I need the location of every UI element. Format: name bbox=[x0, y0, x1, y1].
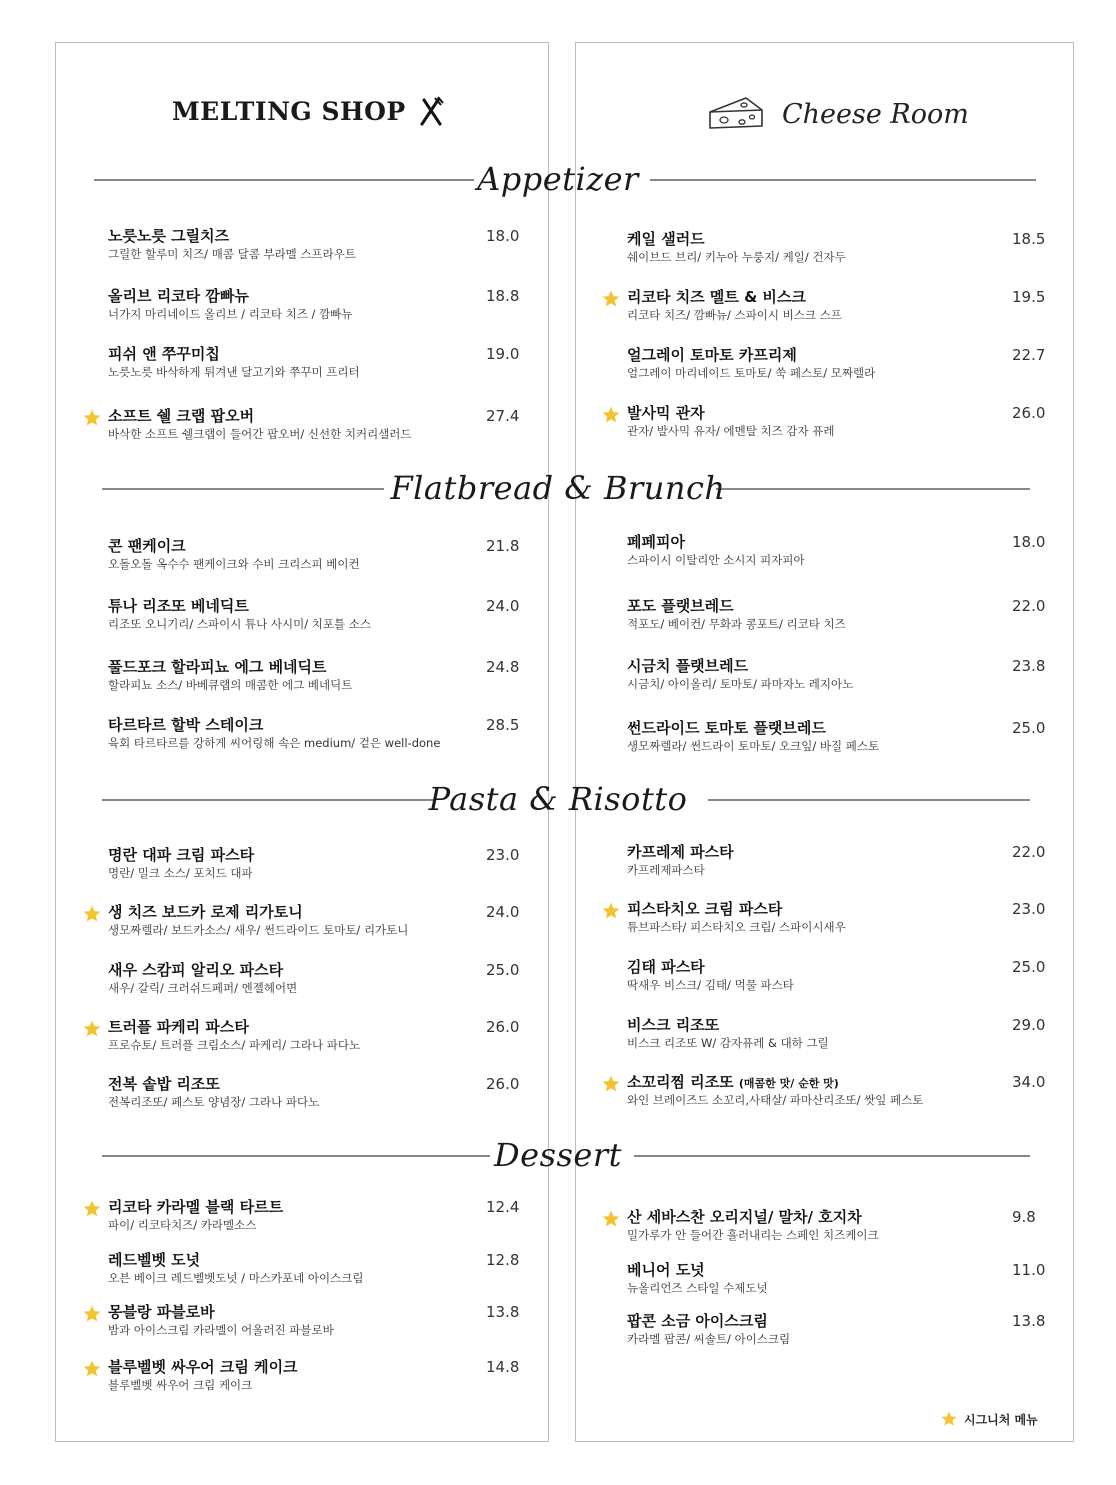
menu-item bbox=[108, 960, 520, 1004]
menu-item-name: 시금치 플랫브레드 bbox=[627, 657, 749, 675]
menu-item-desc: 육회 타르타르를 강하게 씨어링해 속은 medium/ 겉은 well-done bbox=[108, 736, 441, 750]
menu-item-desc: 프로슈토/ 트러플 크림소스/ 파케리/ 그라나 파다노 bbox=[108, 1038, 361, 1052]
menu-item bbox=[627, 287, 1046, 331]
menu-item bbox=[108, 1302, 520, 1346]
menu-item-desc: 시금치/ 아이올리/ 토마토/ 파마자노 레지아노 bbox=[627, 677, 854, 691]
menu-item-price: 26.0 bbox=[1012, 404, 1046, 422]
menu-item-name: 피스타치오 크림 파스타 bbox=[627, 900, 783, 918]
star-icon bbox=[601, 1209, 621, 1229]
menu-item-name: 몽블랑 파블로바 bbox=[108, 1303, 215, 1321]
menu-item-desc: 리코타 치즈/ 깜빠뉴/ 스파이시 비스크 스프 bbox=[627, 308, 842, 322]
fork-knife-icon bbox=[418, 96, 444, 126]
menu-item bbox=[108, 657, 520, 701]
menu-item bbox=[108, 596, 520, 640]
menu-item-price: 22.0 bbox=[1012, 597, 1046, 615]
menu-item-price: 24.0 bbox=[486, 903, 520, 921]
menu-item-name: 피쉬 앤 쭈꾸미칩 bbox=[108, 345, 220, 363]
menu-item bbox=[627, 957, 1046, 1001]
menu-item-name: 리코타 치즈 멜트 & 비스크 bbox=[627, 288, 806, 306]
menu-item-price: 18.5 bbox=[1012, 230, 1046, 248]
menu-item-price: 26.0 bbox=[486, 1018, 520, 1036]
menu-item-name: 썬드라이드 토마토 플랫브레드 bbox=[627, 719, 826, 737]
menu-item bbox=[108, 406, 520, 450]
menu-item-note: (매콤한 맛/ 순한 맛) bbox=[738, 1077, 839, 1090]
menu-item-desc: 관자/ 발사믹 유자/ 에멘탈 치즈 감자 퓨레 bbox=[627, 424, 835, 438]
star-icon bbox=[940, 1410, 958, 1428]
menu-item bbox=[627, 229, 1046, 273]
menu-item-name: 생 치즈 보드카 로제 리가토니 bbox=[108, 903, 303, 921]
star-icon bbox=[82, 1199, 102, 1219]
menu-item-desc: 명란/ 밀크 소스/ 포치드 대파 bbox=[108, 866, 253, 880]
menu-item-desc: 바삭한 소프트 쉘크랩이 들어간 팝오버/ 신선한 치커리샐러드 bbox=[108, 427, 412, 441]
menu-item-name: 레드벨벳 도넛 bbox=[108, 1251, 201, 1269]
section-title-appetizer: Appetizer bbox=[477, 160, 639, 198]
menu-item-price: 11.0 bbox=[1012, 1261, 1046, 1279]
menu-item bbox=[627, 1311, 1046, 1355]
section-header-flatbread bbox=[0, 467, 1116, 511]
menu-item-desc: 카라멜 팝콘/ 씨솔트/ 아이스크림 bbox=[627, 1332, 791, 1346]
menu-item-desc: 오븐 베이크 레드벨벳도넛 / 마스카포네 아이스크림 bbox=[108, 1271, 364, 1285]
menu-item-name: 얼그레이 토마토 카프리제 bbox=[627, 346, 797, 364]
menu-item-name bbox=[627, 1072, 839, 1094]
menu-item bbox=[627, 596, 1046, 640]
menu-item-price: 18.0 bbox=[486, 227, 520, 245]
menu-item-desc: 딱새우 비스크/ 김태/ 먹물 파스타 bbox=[627, 978, 794, 992]
menu-item-desc: 너가지 마리네이드 올리브 / 리코타 치즈 / 깜빠뉴 bbox=[108, 307, 353, 321]
menu-item bbox=[108, 1250, 520, 1294]
menu-item-name: 김태 파스타 bbox=[627, 958, 705, 976]
menu-item-price: 29.0 bbox=[1012, 1016, 1046, 1034]
menu-item-price: 23.8 bbox=[1012, 657, 1046, 675]
menu-item-desc: 적포도/ 베이컨/ 무화과 콩포트/ 리코타 치즈 bbox=[627, 617, 846, 631]
star-icon bbox=[601, 289, 621, 309]
star-icon bbox=[82, 1304, 102, 1324]
menu-item bbox=[627, 1260, 1046, 1304]
menu-item-desc: 카프레제파스타 bbox=[627, 863, 705, 877]
menu-item-price: 13.8 bbox=[486, 1303, 520, 1321]
cheese-room-logo bbox=[706, 94, 969, 134]
menu-item-price: 22.7 bbox=[1012, 346, 1046, 364]
section-header-pasta bbox=[0, 778, 1116, 822]
menu-item-name: 산 세바스찬 오리지널/ 말차/ 호지차 bbox=[627, 1208, 862, 1226]
cheese-room-label: Cheese Room bbox=[782, 98, 969, 130]
menu-item bbox=[108, 715, 520, 759]
menu-item bbox=[627, 899, 1046, 943]
menu-item-price: 19.5 bbox=[1012, 288, 1046, 306]
section-title-flatbread: Flatbread & Brunch bbox=[390, 469, 726, 507]
menu-item-desc: 전복리조또/ 페스토 양념장/ 그라나 파다노 bbox=[108, 1095, 320, 1109]
menu-item bbox=[627, 1015, 1046, 1059]
menu-item bbox=[627, 403, 1046, 447]
menu-item bbox=[108, 226, 520, 270]
menu-item-name: 올리브 리코타 깜빠뉴 bbox=[108, 287, 249, 305]
menu-item-desc: 노릇노릇 바삭하게 튀겨낸 달고기와 쭈꾸미 프리터 bbox=[108, 365, 360, 379]
menu-item bbox=[108, 1074, 520, 1118]
menu-item-desc: 할라피뇨 소스/ 바베큐랩의 매콤한 에그 베네딕트 bbox=[108, 678, 353, 692]
menu-item-desc: 생모짜렐라/ 썬드라이 토마토/ 오크잎/ 바질 페스토 bbox=[627, 739, 880, 753]
menu-item bbox=[627, 1207, 1043, 1251]
menu-item bbox=[627, 718, 1046, 762]
menu-item-desc: 생모짜렐라/ 보드카소스/ 새우/ 썬드라이드 토마토/ 리가토니 bbox=[108, 923, 409, 937]
menu-item-name: 소프트 쉘 크랩 팝오버 bbox=[108, 407, 255, 425]
section-title-dessert: Dessert bbox=[493, 1136, 623, 1174]
menu-item-desc: 뉴올리언즈 스타일 수제도넛 bbox=[627, 1281, 768, 1295]
menu-item-name: 전복 솥밥 리조또 bbox=[108, 1075, 220, 1093]
menu-item-name: 명란 대파 크림 파스타 bbox=[108, 846, 255, 864]
menu-item-price: 19.0 bbox=[486, 345, 520, 363]
section-header-appetizer bbox=[0, 158, 1116, 202]
menu-item bbox=[627, 842, 1046, 886]
menu-item-name: 트러플 파케리 파스타 bbox=[108, 1018, 249, 1036]
star-icon bbox=[601, 405, 621, 425]
menu-item-name: 튜나 리조또 베네딕트 bbox=[108, 597, 249, 615]
menu-item bbox=[627, 1072, 1046, 1116]
menu-item-name: 팝콘 소금 아이스크림 bbox=[627, 1312, 768, 1330]
menu-item-price: 26.0 bbox=[486, 1075, 520, 1093]
cheese-icon bbox=[706, 94, 766, 134]
menu-item-desc: 그릴한 할루미 치즈/ 매콤 달콤 부라멜 스프라우트 bbox=[108, 247, 356, 261]
menu-item-name: 비스크 리조또 bbox=[627, 1016, 720, 1034]
menu-item-desc: 오돌오돌 옥수수 팬케이크와 수비 크리스피 베이컨 bbox=[108, 557, 360, 571]
menu-item-name: 풀드포크 할라피뇨 에그 베네딕트 bbox=[108, 658, 327, 676]
menu-item-price: 13.8 bbox=[1012, 1312, 1046, 1330]
menu-item bbox=[108, 344, 520, 388]
menu-item-desc: 밤과 아이스크림 카라멜이 어울러진 파블로바 bbox=[108, 1323, 334, 1337]
menu-item-price: 18.0 bbox=[1012, 533, 1046, 551]
menu-item-name: 베니어 도넛 bbox=[627, 1261, 705, 1279]
section-title-pasta: Pasta & Risotto bbox=[428, 780, 688, 818]
menu-item bbox=[108, 902, 520, 946]
menu-item-desc: 밀가루가 안 들어간 흘러내리는 스페인 치즈케이크 bbox=[627, 1228, 879, 1242]
menu-item-name: 포도 플랫브레드 bbox=[627, 597, 734, 615]
menu-item-price: 9.8 bbox=[1012, 1208, 1036, 1226]
menu-item-desc: 비스크 리조또 W/ 감자퓨레 & 대하 그릴 bbox=[627, 1036, 829, 1050]
menu-item-name: 타르타르 할박 스테이크 bbox=[108, 716, 264, 734]
menu-item-price: 23.0 bbox=[486, 846, 520, 864]
menu-item-desc: 와인 브레이즈드 소꼬리,사태살/ 파마산리조또/ 쌋잎 페스토 bbox=[627, 1093, 924, 1107]
star-icon bbox=[601, 1074, 621, 1094]
menu-item-name: 노릇노릇 그릴치즈 bbox=[108, 227, 230, 245]
menu-item bbox=[627, 345, 1046, 389]
menu-item bbox=[108, 1357, 520, 1401]
menu-item-price: 18.8 bbox=[486, 287, 520, 305]
menu-item-price: 23.0 bbox=[1012, 900, 1046, 918]
star-icon bbox=[82, 904, 102, 924]
menu-item-name: 케일 샐러드 bbox=[627, 230, 705, 248]
menu-item bbox=[627, 656, 1046, 700]
signature-legend bbox=[940, 1410, 1038, 1428]
menu-item-price: 25.0 bbox=[1012, 719, 1046, 737]
menu-item-desc: 튜브파스타/ 피스타치오 크림/ 스파이시새우 bbox=[627, 920, 846, 934]
menu-item-desc: 파이/ 리코타치즈/ 카라멜소스 bbox=[108, 1218, 257, 1232]
menu-item bbox=[627, 532, 1046, 576]
menu-item-desc: 스파이시 이탈리안 소시지 피자피아 bbox=[627, 553, 805, 567]
menu-item-price: 22.0 bbox=[1012, 843, 1046, 861]
legend-label: 시그니처 메뉴 bbox=[964, 1412, 1038, 1427]
menu-item-name: 카프레제 파스타 bbox=[627, 843, 734, 861]
menu-item bbox=[108, 845, 520, 889]
menu-item-name: 페페피아 bbox=[627, 533, 685, 551]
star-icon bbox=[601, 901, 621, 921]
star-icon bbox=[82, 1359, 102, 1379]
menu-item-desc: 리조또 오니기리/ 스파이시 튜나 사시미/ 치포틀 소스 bbox=[108, 617, 371, 631]
section-header-dessert bbox=[0, 1134, 1116, 1178]
menu-item-name: 블루벨벳 싸우어 크림 케이크 bbox=[108, 1358, 298, 1376]
menu-item-price: 24.0 bbox=[486, 597, 520, 615]
menu-item bbox=[108, 1197, 520, 1241]
menu-item-name-main: 소꼬리찜 리조또 bbox=[627, 1073, 734, 1091]
menu-item-price: 25.0 bbox=[486, 961, 520, 979]
menu-item-price: 12.4 bbox=[486, 1198, 520, 1216]
menu-item-desc: 블루벨벳 싸우어 크림 케이크 bbox=[108, 1378, 253, 1392]
menu-item bbox=[108, 536, 520, 580]
menu-item-price: 12.8 bbox=[486, 1251, 520, 1269]
menu-item bbox=[108, 1017, 520, 1061]
menu-item-name: 콘 팬케이크 bbox=[108, 537, 186, 555]
menu-item-price: 27.4 bbox=[486, 407, 520, 425]
brand-logo bbox=[172, 96, 444, 126]
menu-item-price: 21.8 bbox=[486, 537, 520, 555]
menu-item-desc: 쉐이브드 브리/ 키누아 누룽지/ 케일/ 건자두 bbox=[627, 250, 846, 264]
menu-item-name: 새우 스캄피 알리오 파스타 bbox=[108, 961, 284, 979]
menu-item-name: 발사믹 관자 bbox=[627, 404, 705, 422]
menu-item bbox=[108, 286, 520, 330]
star-icon bbox=[82, 1019, 102, 1039]
star-icon bbox=[82, 408, 102, 428]
brand-name: MELTING SHOP bbox=[172, 96, 406, 126]
menu-item-price: 28.5 bbox=[486, 716, 520, 734]
menu-item-price: 14.8 bbox=[486, 1358, 520, 1376]
menu-item-price: 25.0 bbox=[1012, 958, 1046, 976]
menu-item-desc: 얼그레이 마리네이드 토마토/ 쑥 페스토/ 모짜렐라 bbox=[627, 366, 876, 380]
menu-item-name: 리코타 카라멜 블랙 타르트 bbox=[108, 1198, 284, 1216]
menu-item-price: 34.0 bbox=[1012, 1073, 1046, 1091]
menu-item-desc: 새우/ 갈릭/ 크러쉬드페퍼/ 엔젤헤어면 bbox=[108, 981, 298, 995]
menu-item-price: 24.8 bbox=[486, 658, 520, 676]
